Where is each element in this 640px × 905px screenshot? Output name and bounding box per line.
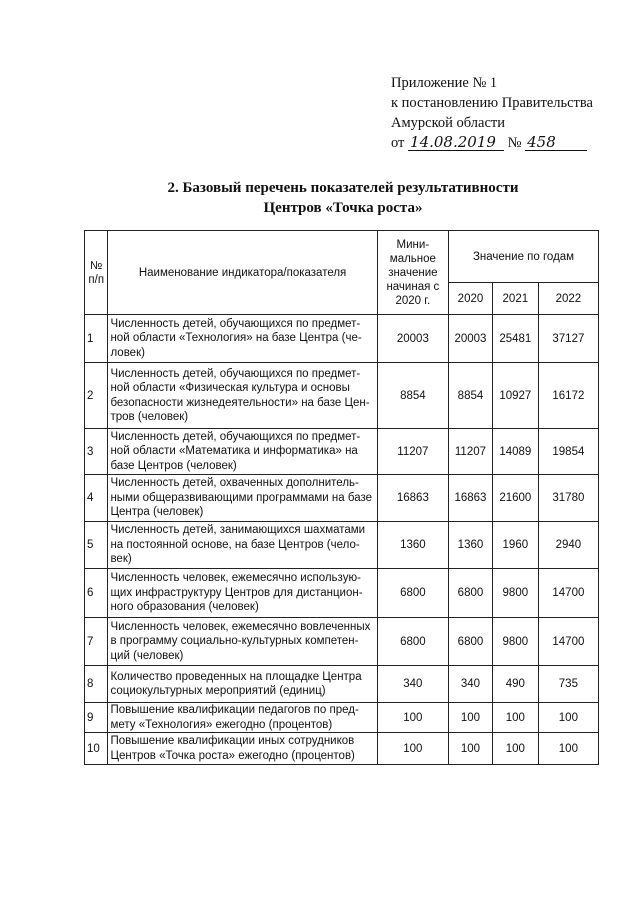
header-year-2021: 2021 <box>492 283 538 315</box>
row-num: 10 <box>85 733 108 765</box>
date-prefix: от <box>391 135 405 151</box>
row-min: 6800 <box>377 569 448 618</box>
row-name: Повышение квалификации педагогов по пред-мету «Технология» ежегодно (процентов) <box>108 703 377 733</box>
row-2022: 100 <box>538 703 598 733</box>
row-num: 7 <box>85 618 108 666</box>
annex-line-1: Приложение № 1 <box>391 75 498 91</box>
table-row <box>85 429 599 475</box>
annex-line-2: к постановлению Правительства <box>391 95 593 111</box>
row-2022: 14700 <box>538 569 598 618</box>
table-row <box>85 315 599 363</box>
indicators-table <box>84 230 599 765</box>
header-min: Мини-мальное значение начиная с 2020 г. <box>377 231 448 315</box>
row-2020: 1360 <box>449 522 493 569</box>
row-2021: 1960 <box>492 522 538 569</box>
row-2020: 340 <box>449 666 493 703</box>
table-row <box>85 618 599 666</box>
row-min: 6800 <box>377 618 448 666</box>
row-name: Численность детей, обучающихся по предмет-ной области «Математика и информатика» на базе Центров (человек) <box>108 429 377 475</box>
row-2021: 25481 <box>492 315 538 363</box>
row-name: Численность детей, обучающихся по предмет-ной области «Технология» на базе Центра (че-ловек) <box>108 315 377 363</box>
row-2020: 16863 <box>449 475 493 522</box>
row-2022: 14700 <box>538 618 598 666</box>
row-name: Численность человек, ежемесячно использую-щих инфраструктуру Центров для дистанцион-ного образования (человек) <box>108 569 377 618</box>
row-2022: 31780 <box>538 475 598 522</box>
row-num: 6 <box>85 569 108 618</box>
row-name: Повышение квалификации иных сотрудников Центров «Точка роста» ежегодно (процентов) <box>108 733 377 765</box>
annex-date-line <box>391 133 621 153</box>
table-row <box>85 703 599 733</box>
row-min: 8854 <box>377 363 448 429</box>
annex-line-3: Амурской области <box>391 115 505 131</box>
table-row <box>85 733 599 765</box>
row-2020: 8854 <box>449 363 493 429</box>
handwritten-date: 14.08.2019 <box>408 134 504 151</box>
row-name: Численность детей, обучающихся по предмет-ной области «Физическая культура и основы безопасности жизнедеятельности» на базе Цен-тров (человек) <box>108 363 377 429</box>
row-min: 20003 <box>377 315 448 363</box>
row-2020: 100 <box>449 733 493 765</box>
row-2022: 16172 <box>538 363 598 429</box>
title-line-1: 2. Базовый перечень показателей результативности <box>167 180 519 196</box>
header-year-2022: 2022 <box>538 283 598 315</box>
row-min: 16863 <box>377 475 448 522</box>
row-min: 1360 <box>377 522 448 569</box>
row-name: Численность человек, ежемесячно вовлеченных в программу социально-культурных компетен-ций (человек) <box>108 618 377 666</box>
row-min: 340 <box>377 666 448 703</box>
row-num: 8 <box>85 666 108 703</box>
row-2022: 37127 <box>538 315 598 363</box>
row-2021: 100 <box>492 703 538 733</box>
row-2022: 2940 <box>538 522 598 569</box>
row-2020: 6800 <box>449 569 493 618</box>
row-name: Количество проведенных на площадке Центра социокультурных мероприятий (единиц) <box>108 666 377 703</box>
row-2021: 100 <box>492 733 538 765</box>
row-min: 11207 <box>377 429 448 475</box>
row-num: 3 <box>85 429 108 475</box>
row-2021: 9800 <box>492 618 538 666</box>
row-2021: 9800 <box>492 569 538 618</box>
header-year-2020: 2020 <box>449 283 493 315</box>
row-name: Численность детей, охваченных дополнитель-ными общеразвивающими программами на базе Центра (человек) <box>108 475 377 522</box>
row-2021: 10927 <box>492 363 538 429</box>
row-name: Численность детей, занимающихся шахматами на постоянной основе, на базе Центров (чело-век) <box>108 522 377 569</box>
title-line-2: Центров «Точка роста» <box>263 200 423 216</box>
row-2022: 19854 <box>538 429 598 475</box>
row-num: 4 <box>85 475 108 522</box>
table-row <box>85 475 599 522</box>
row-2020: 20003 <box>449 315 493 363</box>
table-row <box>85 569 599 618</box>
header-row-top <box>85 231 599 283</box>
row-min: 100 <box>377 733 448 765</box>
row-2022: 735 <box>538 666 598 703</box>
row-2020: 11207 <box>449 429 493 475</box>
annex-block <box>391 73 621 153</box>
number-prefix: № <box>507 135 522 151</box>
row-2020: 6800 <box>449 618 493 666</box>
row-2021: 21600 <box>492 475 538 522</box>
table-row <box>85 666 599 703</box>
header-name: Наименование индикатора/показателя <box>108 231 377 315</box>
row-num: 5 <box>85 522 108 569</box>
row-2020: 100 <box>449 703 493 733</box>
row-2021: 490 <box>492 666 538 703</box>
row-num: 1 <box>85 315 108 363</box>
handwritten-number: 458 <box>525 134 587 151</box>
row-min: 100 <box>377 703 448 733</box>
table-row <box>85 363 599 429</box>
row-num: 9 <box>85 703 108 733</box>
row-2021: 14089 <box>492 429 538 475</box>
header-values-by-year: Значение по годам <box>449 231 599 283</box>
table-row <box>85 522 599 569</box>
document-title <box>0 178 640 218</box>
row-2022: 100 <box>538 733 598 765</box>
row-num: 2 <box>85 363 108 429</box>
header-num: № п/п <box>85 231 108 315</box>
